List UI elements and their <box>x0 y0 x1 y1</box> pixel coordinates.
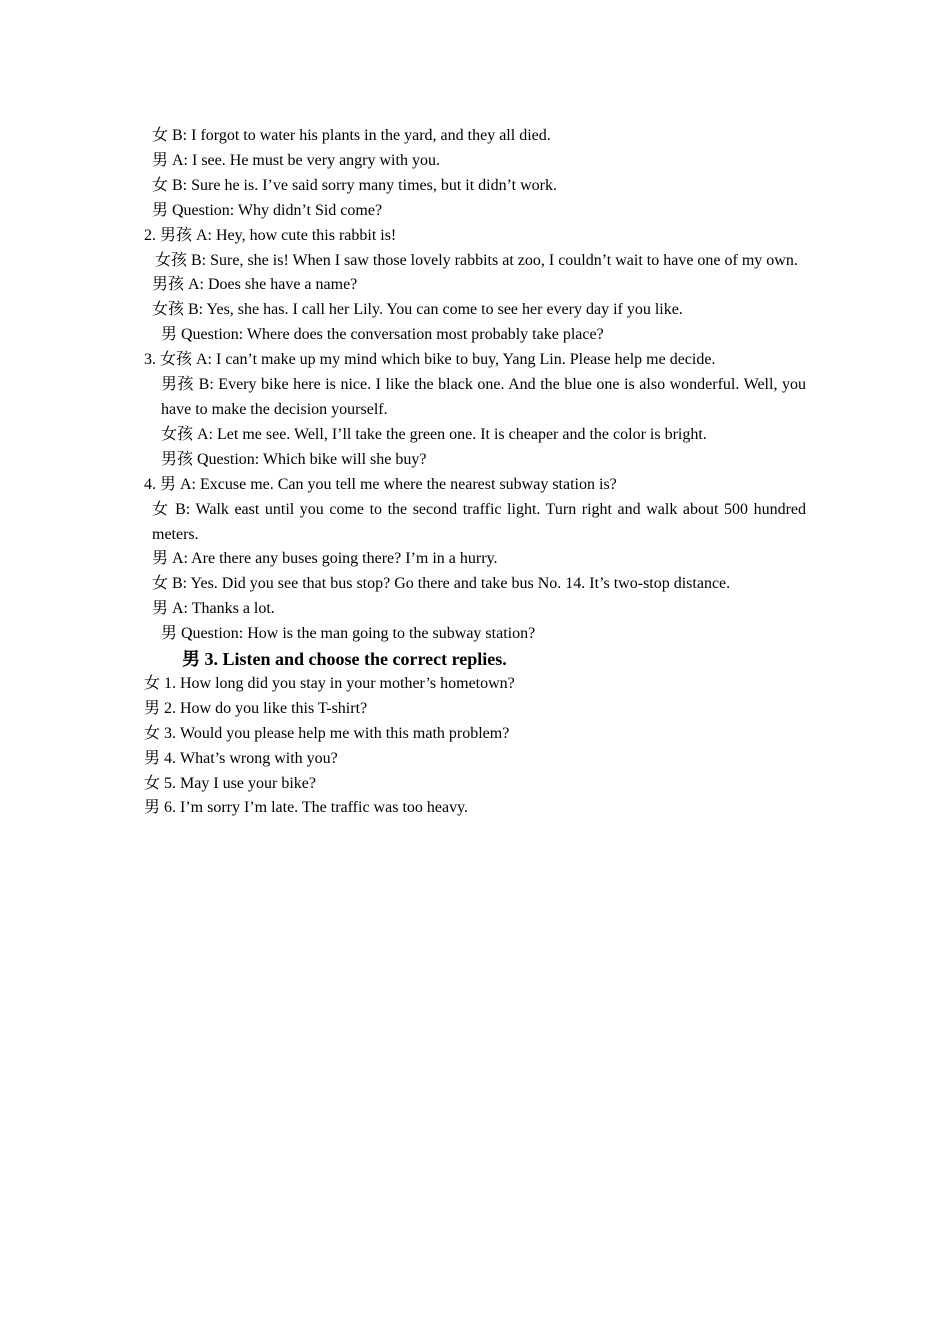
dialogue-line: 男孩 B: Every bike here is nice. I like the black one. And the blue one is also wonderful. Well, you have to make the decision yourself. <box>161 376 810 418</box>
dialogue-line: 4. 男 A: Excuse me. Can you tell me where the nearest subway station is? <box>144 475 617 493</box>
dialogue-line: 女 B: Walk east until you come to the second traffic light. Turn right and walk about 500 hundred meters. <box>152 500 810 543</box>
reply-item: 男 2. How do you like this T-shirt? <box>144 699 368 717</box>
reply-item: 女 5. May I use your bike? <box>144 774 316 792</box>
reply-item: 女 1. How long did you stay in your mother’s hometown? <box>144 674 515 692</box>
dialogue-line: 女孩 B: Yes, she has. I call her Lily. You can come to see her every day if you like. <box>152 301 683 319</box>
dialogue-line: 女孩 A: Let me see. Well, I’ll take the green one. It is cheaper and the color is bright. <box>161 425 707 443</box>
dialogue-line: 男 A: Are there any buses going there? I’m in a hurry. <box>152 550 498 568</box>
section-heading: 男 3. Listen and choose the correct replies. <box>182 649 507 670</box>
dialogue-line: 男孩 Question: Which bike will she buy? <box>161 450 427 468</box>
dialogue-line: 女 B: Sure he is. I’ve said sorry many times, but it didn’t work. <box>152 176 557 194</box>
dialogue-line: 男 A: I see. He must be very angry with you. <box>152 151 440 169</box>
reply-item: 女 3. Would you please help me with this math problem? <box>144 724 510 742</box>
transcript-content <box>144 124 810 821</box>
dialogue-line: 男 Question: Where does the conversation most probably take place? <box>161 326 604 344</box>
dialogue-line: 男 Question: Why didn’t Sid come? <box>152 201 383 219</box>
dialogue-line: 女 B: I forgot to water his plants in the yard, and they all died. <box>152 127 551 144</box>
dialogue-line: 男孩 A: Does she have a name? <box>152 276 358 294</box>
dialogue-line: 女 B: Yes. Did you see that bus stop? Go there and take bus No. 14. It’s two-stop distance. <box>152 575 731 593</box>
reply-item: 男 6. I’m sorry I’m late. The traffic was too heavy. <box>144 799 469 817</box>
dialogue-line: 女孩 B: Sure, she is! When I saw those lovely rabbits at zoo, I couldn’t wait to have one of my own. <box>155 251 798 269</box>
dialogue-line: 3. 女孩 A: I can’t make up my mind which bike to buy, Yang Lin. Please help me decide. <box>144 351 716 369</box>
dialogue-line: 男 Question: How is the man going to the subway station? <box>161 625 536 643</box>
dialogue-line: 2. 男孩 A: Hey, how cute this rabbit is! <box>144 226 397 244</box>
dialogue-line: 男 A: Thanks a lot. <box>152 600 275 618</box>
reply-item: 男 4. What’s wrong with you? <box>144 749 338 767</box>
